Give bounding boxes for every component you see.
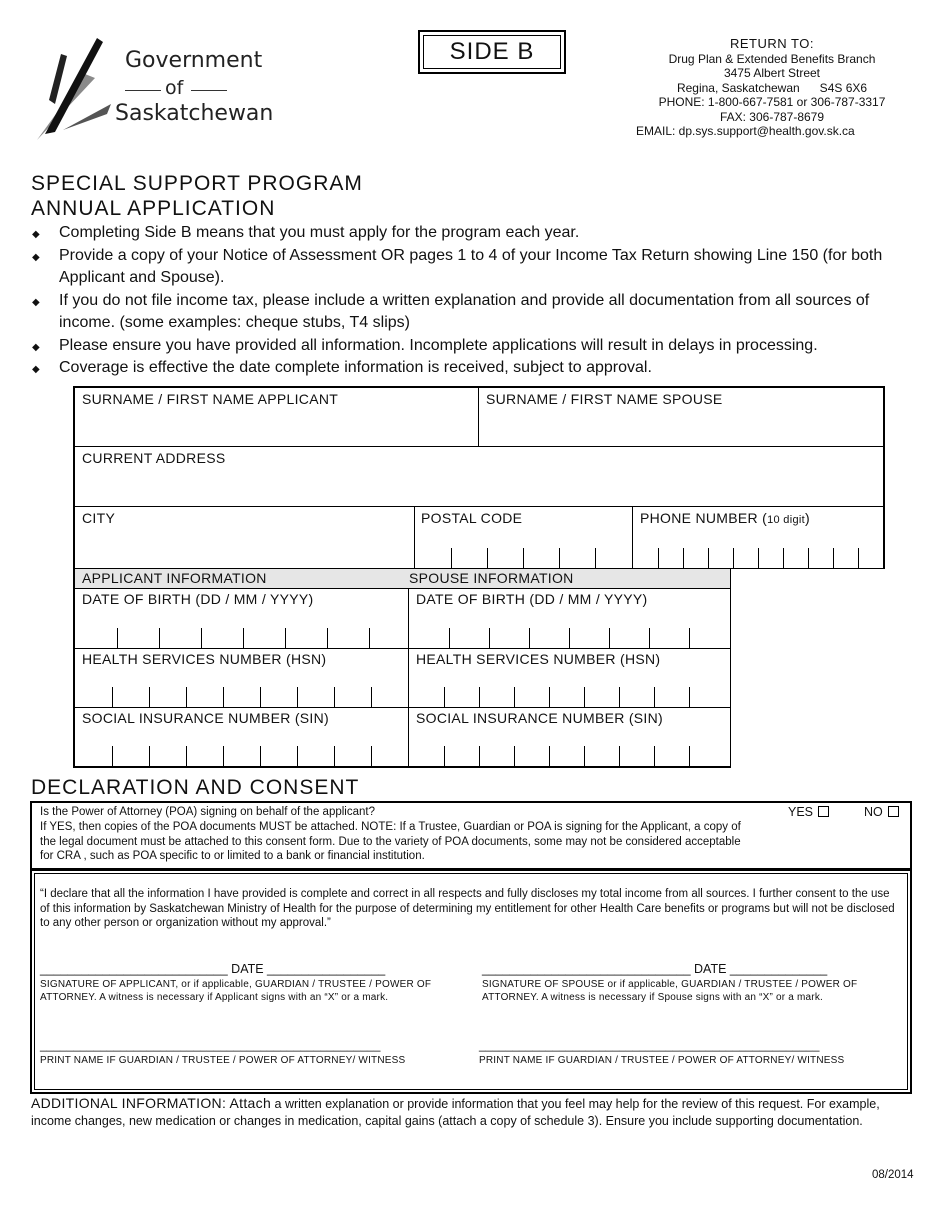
applicant-hsn-label: HEALTH SERVICES NUMBER (HSN) [82,651,327,667]
additional-information-text: a written explanation or provide information that you feel may help for the review of this request. For example, income changes, new medication or changes in medication, capital gains (attach a copy of schedule 3). Ensure you include supporting documentation. [31,1097,880,1128]
spouse-info-heading: SPOUSE INFORMATION [409,570,574,586]
applicant-signature-line[interactable]: ___________________________ DATE _________________ [40,962,386,976]
form-version: 08/2014 [872,1169,914,1181]
applicant-dob-field[interactable] [73,588,409,649]
government-logo [33,34,283,146]
applicant-hsn-field[interactable] [73,648,409,708]
spouse-hsn-label: HEALTH SERVICES NUMBER (HSN) [416,651,661,667]
applicant-name-label: SURNAME / FIRST NAME APPLICANT [82,391,339,407]
logo-line-3: Saskatchewan [115,101,274,126]
return-address [632,37,912,139]
declaration-heading: DECLARATION AND CONSENT [31,776,360,799]
phone-label-text: PHONE NUMBER ( [640,510,768,526]
page-title-line-2: ANNUAL APPLICATION [31,197,276,220]
poa-yes-option[interactable] [788,805,829,819]
address-label: CURRENT ADDRESS [82,450,226,466]
poa-question: Is the Power of Attorney (POA) signing on behalf of the applicant? [40,806,375,818]
consent-statement: “I declare that all the information I have provided is complete and correct in all respects and fully discloses my total income from all sources. I further consent to the use of this information by Saskatchewan Ministry of Health for the purpose of determining my entitlement for other Health Care benefits or programs but will not be disclosed to any other person or organization without my approval.” [40,888,895,929]
city-field[interactable] [73,506,415,569]
consent-section [30,869,912,1094]
applicant-dob-label: DATE OF BIRTH (DD / MM / YYYY) [82,591,314,607]
spouse-dob-label: DATE OF BIRTH (DD / MM / YYYY) [416,591,648,607]
instruction-item: ◆ Provide a copy of your Notice of Assessment OR pages 1 to 4 of your Income Tax Return showing Line 150 (for both Applicant and Spouse). [30,245,910,290]
postal-code-label: POSTAL CODE [421,510,523,526]
instruction-item: ◆ Please ensure you have provided all information. Incomplete applications will result in delays in processing. [30,335,910,358]
side-b-label: SIDE B [423,35,561,69]
additional-information [31,1095,911,1130]
applicant-name-field[interactable] [73,386,479,447]
instruction-item: ◆ If you do not file income tax, please include a written explanation and provide all documentation from all sources of income. (some examples: cheque stubs, T4 slips) [30,290,910,335]
spouse-sin-field[interactable] [408,707,731,768]
side-b-box [418,30,566,74]
applicant-sin-field[interactable] [73,707,409,768]
spouse-hsn-field[interactable] [408,648,731,708]
applicant-sin-label: SOCIAL INSURANCE NUMBER (SIN) [82,710,329,726]
instruction-item: ◆ Completing Side B means that you must apply for the program each year. [30,222,910,245]
logo-line-2: of [165,77,184,99]
address-field[interactable] [73,446,885,507]
applicant-signature-label: SIGNATURE OF APPLICANT, or if applicable, GUARDIAN / TRUSTEE / POWER OF ATTORNEY. A witness is necessary if Applicant signs with an “X” or a mark. [40,979,432,1003]
city-label: CITY [82,510,116,526]
instruction-item: ◆ Coverage is effective the date complete information is received, subject to approval. [30,357,910,380]
return-branch: Drug Plan & Extended Benefits Branch [668,51,876,66]
poa-no-label: NO [864,805,883,819]
spouse-signature-label: SIGNATURE OF SPOUSE or if applicable, GUARDIAN / TRUSTEE / POWER OF ATTORNEY. A witness is necessary if Spouse signs with an “X” or a mark. [482,979,858,1003]
applicant-print-name-label: PRINT NAME IF GUARDIAN / TRUSTEE / POWER OF ATTORNEY/ WITNESS [40,1055,406,1066]
return-city: Regina, Saskatchewan S4S 6X6 [676,80,868,95]
phone-label-note: 10 digit [767,514,805,526]
spouse-print-name-line[interactable]: ___________________________________________________ [479,1038,820,1052]
return-title: RETURN TO: [730,36,814,51]
spouse-name-label: SURNAME / FIRST NAME SPOUSE [486,391,723,407]
postal-code-field[interactable] [414,506,633,569]
phone-number-field[interactable] [632,506,885,569]
return-street: 3475 Albert Street [723,66,821,80]
additional-information-label: ADDITIONAL INFORMATION: Attach [31,1095,272,1111]
spouse-signature-line[interactable]: ______________________________ DATE ______________ [482,962,828,976]
return-fax: FAX: 306-787-8679 [719,109,825,124]
poa-detail: If YES, then copies of the POA documents MUST be attached. NOTE: If a Trustee, Guardian or POA is signing for the Applicant, a copy of the legal document must be attached to this consent form. Due to the variety of POA documents, some may not be considered acceptable for CRA , such as POA specific to or limited to a bank or financial institution. [40,821,741,862]
poa-yes-checkbox[interactable] [818,806,829,817]
info-header-bar [73,568,731,589]
spouse-dob-field[interactable] [408,588,731,649]
applicant-info-heading: APPLICANT INFORMATION [82,570,267,586]
instruction-list [30,222,910,380]
return-email: EMAIL: dp.sys.support@health.gov.sk.ca [636,124,855,138]
applicant-print-name-line[interactable]: ___________________________________________________ [40,1038,381,1052]
spouse-print-name-label: PRINT NAME IF GUARDIAN / TRUSTEE / POWER OF ATTORNEY/ WITNESS [479,1055,845,1066]
page-title-line-1: SPECIAL SUPPORT PROGRAM [31,172,363,195]
spouse-sin-label: SOCIAL INSURANCE NUMBER (SIN) [416,710,663,726]
saskatchewan-wheat-icon [33,34,113,146]
return-phone: PHONE: 1-800-667-7581 or 306-787-3317 [658,95,886,109]
spouse-name-field[interactable] [478,386,885,447]
poa-no-checkbox[interactable] [888,806,899,817]
poa-section [30,801,912,870]
poa-yes-label: YES [788,805,814,819]
phone-label-close: ) [804,510,810,526]
poa-no-option[interactable] [864,805,899,819]
phone-number-label [640,510,810,526]
logo-line-1: Government [125,48,263,73]
